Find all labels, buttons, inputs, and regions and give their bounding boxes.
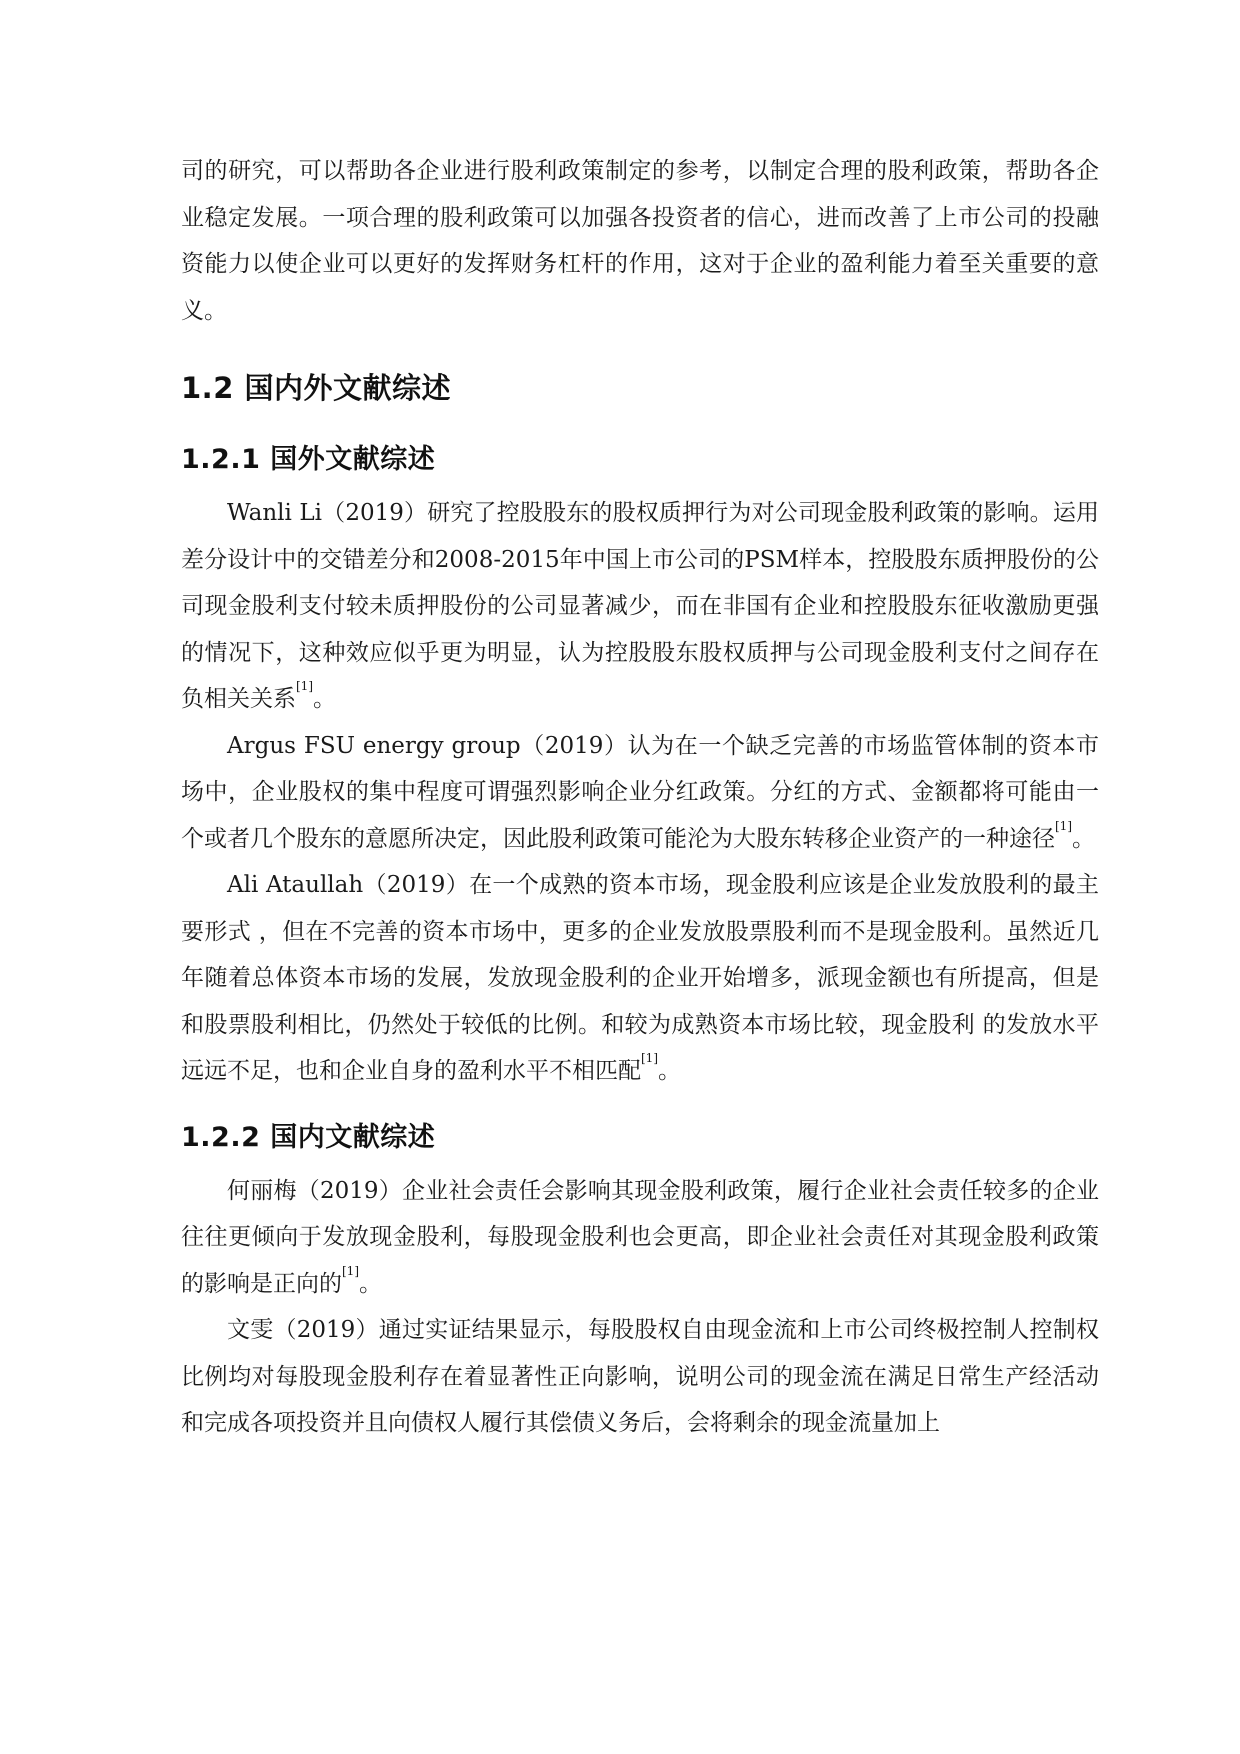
paragraph-end: 。 [658, 1058, 681, 1084]
body-paragraph-he-limei [181, 1168, 1099, 1308]
page-content [181, 148, 1099, 1447]
body-paragraph-wanli-li [181, 490, 1099, 723]
body-paragraph-wen-wen: 文雯（2019）通过实证结果显示，每股股权自由现金流和上市公司终极控制人控制权比例均对每股现金股利存在着显著性正向影响，说明公司的现金流在满足日常生产经活动和完成各项投资并且向债权人履行其偿债义务后，会将剩余的现金流量加上 [181, 1317, 1099, 1436]
paragraph-text: 何丽梅（2019）企业社会责任会影响其现金股利政策，履行企业社会责任较多的企业往往更倾向于发放现金股利，每股现金股利也会更高，即企业社会责任对其现金股利政策的影响是正向的 [181, 1177, 1099, 1297]
paragraph-end: 。 [359, 1270, 382, 1297]
paragraph-text: Ali Ataullah（2019）在一个成熟的资本市场，现金股利应该是企业发放股利的最主要形式 ，但在不完善的资本市场中，更多的企业发放股票股利而不是现金股利。虽然近几年随着总体资本市场的发展，发放现金股利的企业开始增多，派现金额也有所提高，但是和股票股利相比，仍然处于较低的比例。和较为成熟资本市场比较，现金股利 的发放水平远远不足，也和企业自身的盈利水平不相匹配 [181, 872, 1099, 1084]
subsection-heading-1-2-1: 1.2.1 国外文献综述 [181, 444, 436, 475]
section-heading-1-2: 1.2 国内外文献综述 [181, 371, 451, 405]
subsection-heading-1-2-2: 1.2.2 国内文献综述 [181, 1121, 436, 1153]
paragraph-text: Argus FSU energy group（2019）认为在一个缺乏完善的市场监管体制的资本市场中，企业股权的集中程度可谓强烈影响企业分红政策。分红的方式、金额都将可能由一个或者几个股东的意愿所决定，因此股利政策可能沦为大股东转移企业资产的一种途径 [181, 732, 1099, 852]
paragraph-text: Wanli Li（2019）研究了控股股东的股权质押行为对公司现金股利政策的影响。运用差分设计中的交错差分和2008-2015年中国上市公司的PSM样本，控股股东质押股份的公司现金股利支付较未质押股份的公司显著减少，而在非国有企业和控股股东征收激励更强的情况下，这种效应似乎更为明显，认为控股股东股权质押与公司现金股利支付之间存在负相关关系 [181, 500, 1099, 712]
citation-marker: [1] [641, 1051, 658, 1065]
citation-marker: [1] [1055, 818, 1072, 833]
body-paragraph-continued: 司的研究，可以帮助各企业进行股利政策制定的参考，以制定合理的股利政策，帮助各企业稳定发展。一项合理的股利政策可以加强各投资者的信心，进而改善了上市公司的投融资能力以使企业可以更好的发挥财务杠杆的作用，这对于企业的盈利能力着至关重要的意义。 [181, 158, 1099, 324]
citation-marker: [1] [342, 1263, 359, 1278]
body-paragraph-ali-ataullah [181, 862, 1099, 1095]
paragraph-end: 。 [1072, 825, 1095, 852]
paragraph-end: 。 [313, 686, 336, 712]
citation-marker: [1] [296, 679, 313, 693]
body-paragraph-argus [181, 723, 1099, 863]
